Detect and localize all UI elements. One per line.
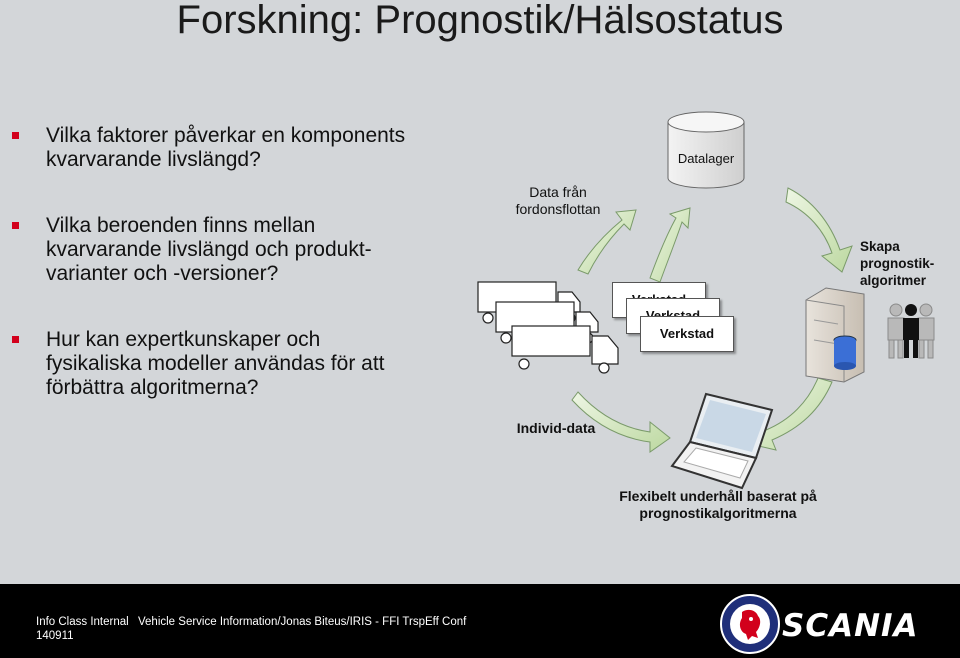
bullet-line: förbättra algoritmerna? [46,376,259,399]
server-icon [806,288,864,382]
date-label: 140911 [36,630,74,642]
fleet-data-label [496,184,620,218]
workshop-card: Verkstad [640,316,734,352]
footer-source: Vehicle Service Information/Jonas Biteus/IRIS - FFI TrspEff Conf [138,616,467,628]
label-line: prognostikalgoritmerna [639,505,797,521]
scania-wordmark: SCANIA [782,608,919,644]
scania-griffin-logo-icon [718,592,782,656]
laptop-icon [672,394,772,488]
bullet-line: Vilka faktorer påverkar en komponents [46,124,406,147]
truck-fleet-icon [478,282,618,373]
label-line: fordonsflottan [515,201,601,217]
page-title: Forskning: Prognostik/Hälsostatus [176,0,784,42]
label-line: Skapa [860,239,900,254]
truck-icon [512,326,618,373]
individual-data-label: Individ-data [516,420,596,436]
bullet-line: varianter och -versioner? [46,262,279,285]
footer-bar [0,584,960,658]
info-class-label: Info Class Internal [36,616,129,628]
bullet-line: Vilka beroenden finns mellan [46,214,316,237]
label-line: algoritmer [860,273,927,288]
arrow-store-to-workshop-icon [650,208,690,282]
experts-group-icon [888,304,934,358]
datastore-label: Datalager [677,151,735,166]
bullet-line: fysikaliska modeller användas för att [46,352,385,375]
label-line: prognostik- [860,256,935,271]
create-algorithms-label [860,238,960,289]
bullet-line: kvarvarande livslängd och produkt- [46,238,372,261]
label-line: Flexibelt underhåll baserat på [619,488,817,504]
flexible-maintenance-label [588,488,848,522]
bullet-line: kvarvarande livslängd? [46,148,261,171]
label-line: Data från [529,184,587,200]
arrow-store-to-algorithms-icon [786,188,852,272]
bullet-line: Hur kan expertkunskaper och [46,328,321,351]
arrow-fleet-to-store-icon [578,210,636,274]
